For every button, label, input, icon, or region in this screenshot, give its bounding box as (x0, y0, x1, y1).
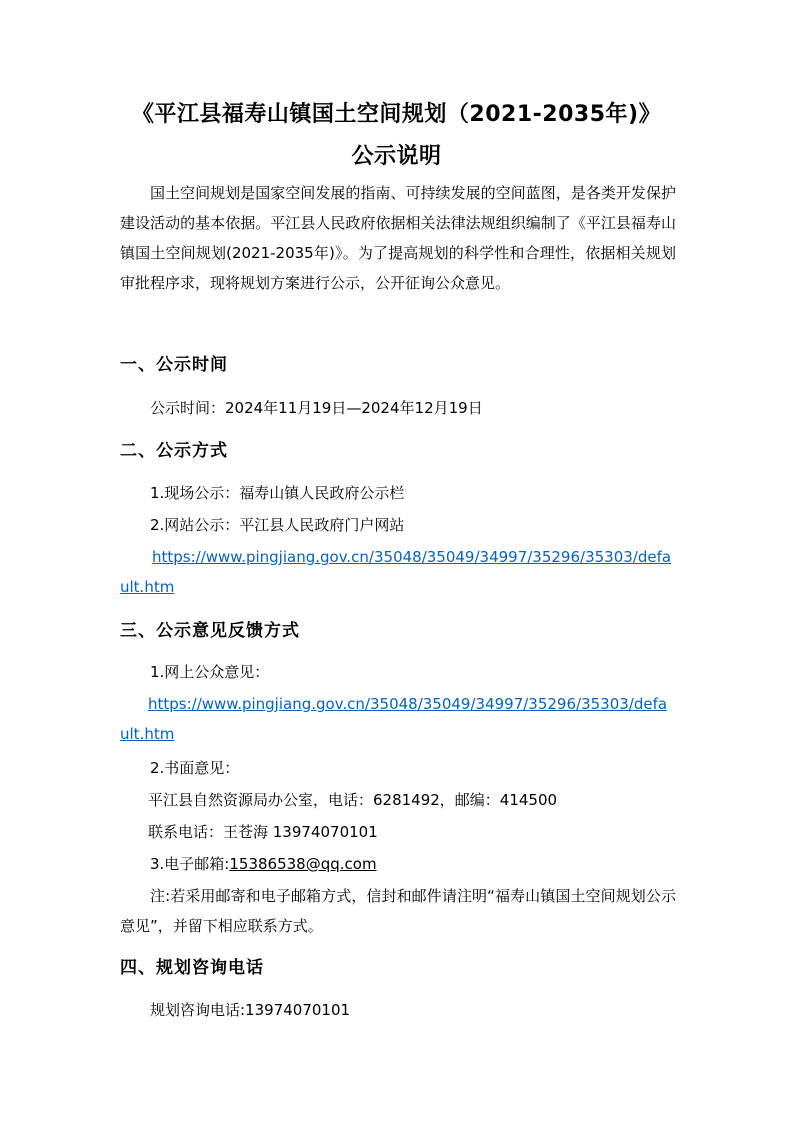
feedback-link[interactable]: https://www.pingjiang.gov.cn/35048/35049/34997/35296/35303/default.htm (120, 695, 668, 743)
document-title: 《平江县福寿山镇国土空间规划（2021-2035年)》 (131, 102, 662, 127)
section-3-heading: 三、公示意见反馈方式 (120, 621, 300, 641)
consult-phone: 规划咨询电话:13974070101 (150, 1001, 351, 1019)
website-publicity: 2.网站公示：平江县人民政府门户网站 (150, 516, 405, 534)
section-1-heading: 一、公示时间 (120, 355, 228, 375)
section-2-heading: 二、公示方式 (120, 441, 228, 461)
online-feedback-label: 1.网上公众意见： (150, 663, 270, 681)
office-info: 平江县自然资源局办公室，电话：6281492，邮编：414500 (148, 791, 558, 809)
email-line (150, 849, 377, 879)
onsite-publicity: 1.现场公示：福寿山镇人民政府公示栏 (150, 484, 405, 502)
contact-phone: 联系电话：王苍海 13974070101 (148, 823, 378, 841)
feedback-note: 注:若采用邮寄和电子邮箱方式，信封和邮件请注明“福寿山镇国土空间规划公示意见”，并留下相应联系方式。 (120, 887, 676, 935)
publicity-period: 公示时间：2024年11月19日—2024年12月19日 (150, 399, 483, 417)
intro-paragraph: 国土空间规划是国家空间发展的指南、可持续发展的空间蓝图，是各类开发保护建设活动的基本依据。平江县人民政府依据相关法律法规组织编制了《平江县福寿山镇国土空间规划(2021-2035年)》。为了提高规划的科学性和合理性，依据相关规划审批程序求，现将规划方案进行公示，公开征询公众意见。 (120, 184, 676, 292)
website-link[interactable]: https://www.pingjiang.gov.cn/35048/35049/34997/35296/35303/default.htm (120, 548, 672, 596)
document-subtitle: 公示说明 (351, 144, 442, 169)
section-4-heading: 四、规划咨询电话 (120, 958, 264, 978)
email-link[interactable]: 15386538@qq.com (229, 855, 377, 873)
email-label: 3.电子邮箱: (150, 855, 230, 873)
written-feedback-label: 2.书面意见： (150, 759, 240, 777)
